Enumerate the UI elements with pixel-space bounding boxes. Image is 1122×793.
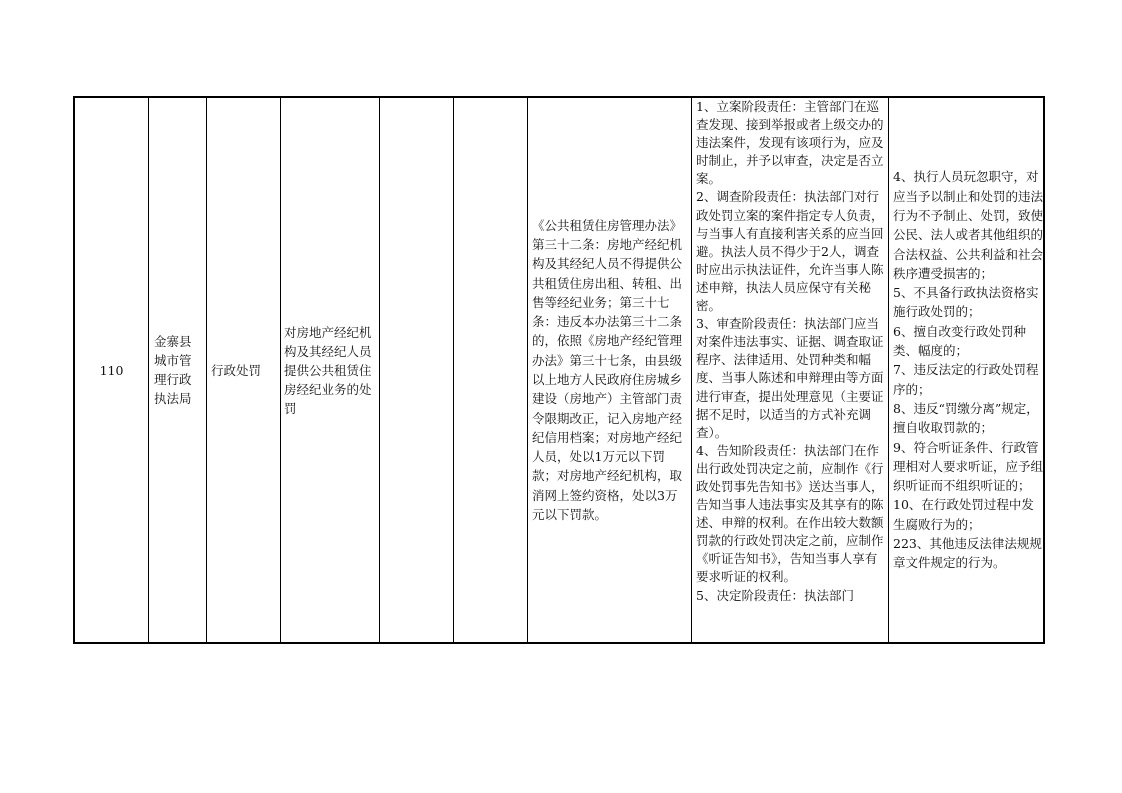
liability-text: 4、执行人员玩忽职守，对应当予以制止和处罚的违法行为不予制止、处罚，致使公民、法人或者其他组织的合法权益、公共利益和社会秩序遭受损害的； 5、不具备行政执法资格实施行政处罚的； 6、擅自改变行政处罚种类、幅度的； 7、违反法定的行政处罚程序的； 8、违反“罚缴分离”规定，擅自收取罚款的； 9、符合听证条件、行政管理相对人要求听证，应予组织听证而不组织听证的； 10、在行政处罚过程中发生腐败行为的； 223、其他违反法律法规规章文件规定的行为。 <box>893 169 1044 571</box>
empty-cell <box>454 98 528 642</box>
responsibility-cell <box>692 98 889 642</box>
liability-cell <box>889 98 1045 642</box>
item-name: 对房地产经纪机构及其经纪人员提供公共租赁住房经纪业务的处罚 <box>284 324 372 416</box>
category-cell <box>207 98 281 642</box>
department-cell <box>149 98 207 642</box>
responsibility-table <box>73 96 1045 644</box>
department-name: 金寨县城市管理行政执法局 <box>154 334 192 406</box>
row-number-cell <box>75 98 149 642</box>
basis-cell <box>528 98 692 642</box>
sub-item-cell <box>380 98 454 642</box>
row-number: 110 <box>99 362 124 378</box>
category: 行政处罚 <box>211 362 262 378</box>
responsibility-text: 1、立案阶段责任：主管部门在巡查发现、接到举报或者上级交办的违法案件，发现有该项行为，应及时制止，并予以审查，决定是否立案。 2、调查阶段责任：执法部门对行政处罚立案的案件指定专人负责，与当事人有直接利害关系的应当回避。执法人员不得少于2人，调查时应出示执法证件，允许当事人陈述申辩，执法人员应保守有关秘密。 3、审查阶段责任：执法部门应当对案件违法事实、证据、调查取证程序、法律适用、处罚种类和幅度、当事人陈述和申辩理由等方面进行审查，提出处理意见（主要证据不足时，以适当的方式补充调查）。 4、告知阶段责任：执法部门在作出行政处罚决定之前，应制作《行政处罚事先告知书》送达当事人，告知当事人违法事实及其享有的陈述、申辩的权利。在作出较大数额罚款的行政处罚决定之前，应制作《听证告知书》，告知当事人享有要求听证的权利。 5、决定阶段责任：执法部门 <box>696 99 884 603</box>
item-name-cell <box>281 98 380 642</box>
legal-basis: 《公共租赁住房管理办法》第三十二条：房地产经纪机构及其经纪人员不得提供公共租赁住房出租、转租、出售等经纪业务；第三十七条：违反本办法第三十二条的，依照《房地产经纪管理办法》第三十七条，由县级以上地方人民政府住房城乡建设（房地产）主管部门责令限期改正，记入房地产经纪信用档案；对房地产经纪人员，处以1万元以下罚款；对房地产经纪机构，取消网上签约资格，处以3万元以下罚款。 <box>532 217 683 523</box>
